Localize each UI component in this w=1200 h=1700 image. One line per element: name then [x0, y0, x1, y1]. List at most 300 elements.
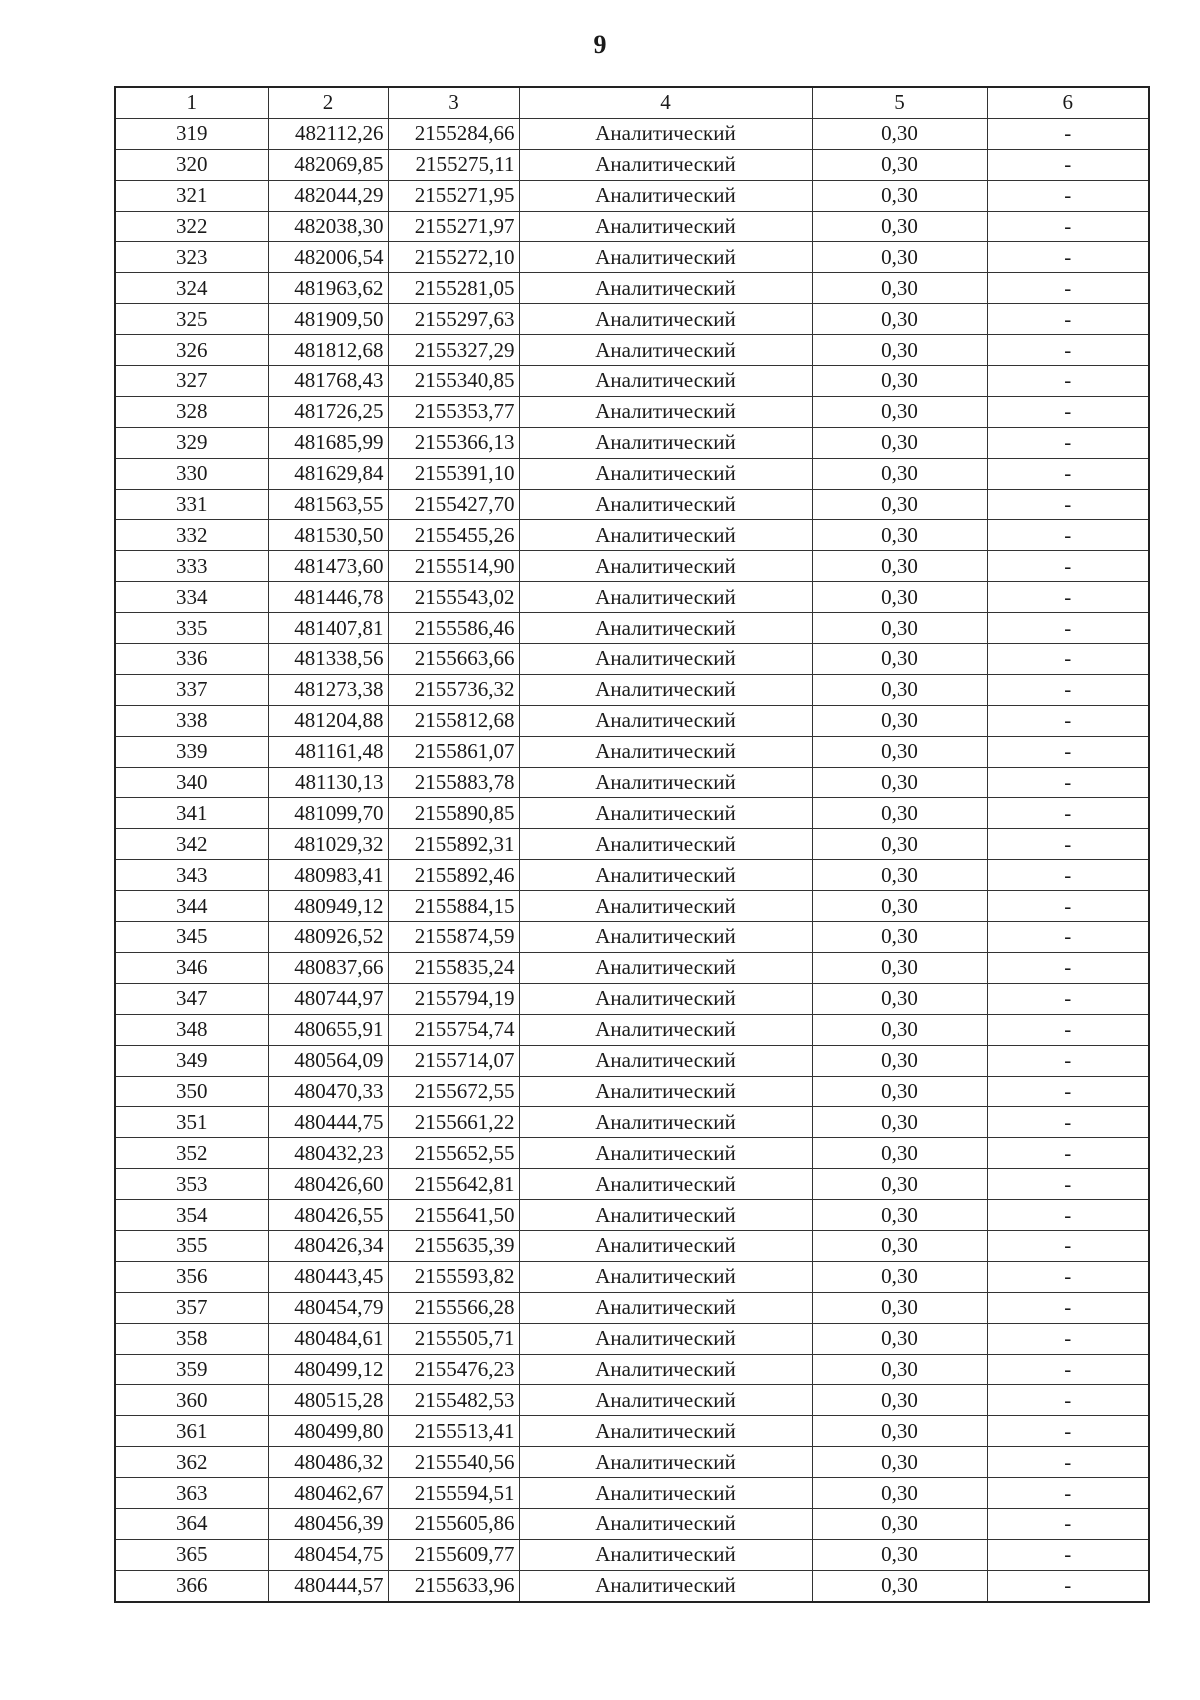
- note-cell: -: [987, 458, 1149, 489]
- y-coordinate-cell: 2155427,70: [388, 489, 519, 520]
- y-coordinate-cell: 2155890,85: [388, 798, 519, 829]
- method-cell: Аналитический: [519, 458, 812, 489]
- method-cell: Аналитический: [519, 674, 812, 705]
- accuracy-cell: 0,30: [812, 674, 987, 705]
- method-cell: Аналитический: [519, 1076, 812, 1107]
- point-number-cell: 348: [115, 1014, 268, 1045]
- accuracy-cell: 0,30: [812, 983, 987, 1014]
- point-number-cell: 321: [115, 180, 268, 211]
- point-number-cell: 349: [115, 1045, 268, 1076]
- y-coordinate-cell: 2155513,41: [388, 1416, 519, 1447]
- method-cell: Аналитический: [519, 1200, 812, 1231]
- point-number-cell: 336: [115, 644, 268, 675]
- method-cell: Аналитический: [519, 118, 812, 149]
- table-row: [115, 613, 1149, 644]
- table-row: [115, 829, 1149, 860]
- note-cell: -: [987, 427, 1149, 458]
- point-number-cell: 323: [115, 242, 268, 273]
- x-coordinate-cell: 481768,43: [268, 366, 388, 397]
- table-row: [115, 396, 1149, 427]
- note-cell: -: [987, 1045, 1149, 1076]
- y-coordinate-cell: 2155672,55: [388, 1076, 519, 1107]
- method-cell: Аналитический: [519, 736, 812, 767]
- table-row: [115, 1107, 1149, 1138]
- note-cell: -: [987, 674, 1149, 705]
- x-coordinate-cell: 482044,29: [268, 180, 388, 211]
- y-coordinate-cell: 2155736,32: [388, 674, 519, 705]
- table-row: [115, 1416, 1149, 1447]
- y-coordinate-cell: 2155505,71: [388, 1323, 519, 1354]
- method-cell: Аналитический: [519, 1323, 812, 1354]
- method-cell: Аналитический: [519, 705, 812, 736]
- note-cell: -: [987, 1508, 1149, 1539]
- point-number-cell: 353: [115, 1169, 268, 1200]
- point-number-cell: 341: [115, 798, 268, 829]
- method-cell: Аналитический: [519, 1014, 812, 1045]
- point-number-cell: 343: [115, 860, 268, 891]
- coordinates-table: [114, 86, 1150, 1603]
- x-coordinate-cell: 480744,97: [268, 983, 388, 1014]
- y-coordinate-cell: 2155835,24: [388, 952, 519, 983]
- point-number-cell: 359: [115, 1354, 268, 1385]
- x-coordinate-cell: 480462,67: [268, 1478, 388, 1509]
- y-coordinate-cell: 2155340,85: [388, 366, 519, 397]
- method-cell: Аналитический: [519, 1261, 812, 1292]
- x-coordinate-cell: 480444,75: [268, 1107, 388, 1138]
- table-row: [115, 273, 1149, 304]
- accuracy-cell: 0,30: [812, 1261, 987, 1292]
- accuracy-cell: 0,30: [812, 860, 987, 891]
- accuracy-cell: 0,30: [812, 551, 987, 582]
- y-coordinate-cell: 2155642,81: [388, 1169, 519, 1200]
- x-coordinate-cell: 480426,55: [268, 1200, 388, 1231]
- x-coordinate-cell: 480499,80: [268, 1416, 388, 1447]
- table-row: [115, 1447, 1149, 1478]
- accuracy-cell: 0,30: [812, 582, 987, 613]
- point-number-cell: 339: [115, 736, 268, 767]
- x-coordinate-cell: 482112,26: [268, 118, 388, 149]
- x-coordinate-cell: 480983,41: [268, 860, 388, 891]
- point-number-cell: 365: [115, 1539, 268, 1570]
- x-coordinate-cell: 481407,81: [268, 613, 388, 644]
- y-coordinate-cell: 2155714,07: [388, 1045, 519, 1076]
- method-cell: Аналитический: [519, 1354, 812, 1385]
- table-row: [115, 304, 1149, 335]
- method-cell: Аналитический: [519, 983, 812, 1014]
- accuracy-cell: 0,30: [812, 242, 987, 273]
- table-body: [115, 118, 1149, 1601]
- method-cell: Аналитический: [519, 396, 812, 427]
- method-cell: Аналитический: [519, 1107, 812, 1138]
- x-coordinate-cell: 481204,88: [268, 705, 388, 736]
- point-number-cell: 360: [115, 1385, 268, 1416]
- y-coordinate-cell: 2155281,05: [388, 273, 519, 304]
- note-cell: -: [987, 118, 1149, 149]
- x-coordinate-cell: 481685,99: [268, 427, 388, 458]
- note-cell: -: [987, 891, 1149, 922]
- accuracy-cell: 0,30: [812, 1570, 987, 1601]
- point-number-cell: 356: [115, 1261, 268, 1292]
- note-cell: -: [987, 798, 1149, 829]
- x-coordinate-cell: 481099,70: [268, 798, 388, 829]
- method-cell: Аналитический: [519, 1416, 812, 1447]
- point-number-cell: 337: [115, 674, 268, 705]
- y-coordinate-cell: 2155271,95: [388, 180, 519, 211]
- method-cell: Аналитический: [519, 489, 812, 520]
- column-header: 4: [519, 87, 812, 118]
- point-number-cell: 324: [115, 273, 268, 304]
- column-header: 2: [268, 87, 388, 118]
- table-row: [115, 983, 1149, 1014]
- point-number-cell: 347: [115, 983, 268, 1014]
- y-coordinate-cell: 2155476,23: [388, 1354, 519, 1385]
- point-number-cell: 330: [115, 458, 268, 489]
- note-cell: -: [987, 1138, 1149, 1169]
- x-coordinate-cell: 482038,30: [268, 211, 388, 242]
- method-cell: Аналитический: [519, 520, 812, 551]
- method-cell: Аналитический: [519, 180, 812, 211]
- method-cell: Аналитический: [519, 922, 812, 953]
- note-cell: -: [987, 304, 1149, 335]
- note-cell: -: [987, 705, 1149, 736]
- method-cell: Аналитический: [519, 952, 812, 983]
- y-coordinate-cell: 2155275,11: [388, 149, 519, 180]
- point-number-cell: 340: [115, 767, 268, 798]
- y-coordinate-cell: 2155874,59: [388, 922, 519, 953]
- point-number-cell: 345: [115, 922, 268, 953]
- x-coordinate-cell: 481629,84: [268, 458, 388, 489]
- point-number-cell: 355: [115, 1230, 268, 1261]
- note-cell: -: [987, 396, 1149, 427]
- accuracy-cell: 0,30: [812, 1416, 987, 1447]
- accuracy-cell: 0,30: [812, 1200, 987, 1231]
- x-coordinate-cell: 481530,50: [268, 520, 388, 551]
- point-number-cell: 333: [115, 551, 268, 582]
- accuracy-cell: 0,30: [812, 458, 987, 489]
- y-coordinate-cell: 2155884,15: [388, 891, 519, 922]
- accuracy-cell: 0,30: [812, 613, 987, 644]
- accuracy-cell: 0,30: [812, 180, 987, 211]
- accuracy-cell: 0,30: [812, 1478, 987, 1509]
- table-row: [115, 551, 1149, 582]
- table-row: [115, 211, 1149, 242]
- accuracy-cell: 0,30: [812, 736, 987, 767]
- point-number-cell: 350: [115, 1076, 268, 1107]
- table-row: [115, 458, 1149, 489]
- x-coordinate-cell: 480655,91: [268, 1014, 388, 1045]
- y-coordinate-cell: 2155540,56: [388, 1447, 519, 1478]
- x-coordinate-cell: 480456,39: [268, 1508, 388, 1539]
- method-cell: Аналитический: [519, 211, 812, 242]
- column-header: 5: [812, 87, 987, 118]
- accuracy-cell: 0,30: [812, 798, 987, 829]
- table-row: [115, 736, 1149, 767]
- note-cell: -: [987, 180, 1149, 211]
- note-cell: -: [987, 1323, 1149, 1354]
- x-coordinate-cell: 480454,75: [268, 1539, 388, 1570]
- y-coordinate-cell: 2155794,19: [388, 983, 519, 1014]
- x-coordinate-cell: 481273,38: [268, 674, 388, 705]
- accuracy-cell: 0,30: [812, 1292, 987, 1323]
- accuracy-cell: 0,30: [812, 273, 987, 304]
- point-number-cell: 351: [115, 1107, 268, 1138]
- point-number-cell: 352: [115, 1138, 268, 1169]
- note-cell: -: [987, 1478, 1149, 1509]
- note-cell: -: [987, 1200, 1149, 1231]
- y-coordinate-cell: 2155327,29: [388, 335, 519, 366]
- y-coordinate-cell: 2155633,96: [388, 1570, 519, 1601]
- column-header: 6: [987, 87, 1149, 118]
- method-cell: Аналитический: [519, 427, 812, 458]
- x-coordinate-cell: 480444,57: [268, 1570, 388, 1601]
- accuracy-cell: 0,30: [812, 489, 987, 520]
- table-row: [115, 149, 1149, 180]
- x-coordinate-cell: 482069,85: [268, 149, 388, 180]
- method-cell: Аналитический: [519, 829, 812, 860]
- method-cell: Аналитический: [519, 1447, 812, 1478]
- method-cell: Аналитический: [519, 273, 812, 304]
- point-number-cell: 361: [115, 1416, 268, 1447]
- note-cell: -: [987, 1385, 1149, 1416]
- x-coordinate-cell: 480470,33: [268, 1076, 388, 1107]
- accuracy-cell: 0,30: [812, 304, 987, 335]
- accuracy-cell: 0,30: [812, 1354, 987, 1385]
- note-cell: -: [987, 1292, 1149, 1323]
- method-cell: Аналитический: [519, 891, 812, 922]
- x-coordinate-cell: 481563,55: [268, 489, 388, 520]
- y-coordinate-cell: 2155455,26: [388, 520, 519, 551]
- accuracy-cell: 0,30: [812, 1138, 987, 1169]
- y-coordinate-cell: 2155594,51: [388, 1478, 519, 1509]
- accuracy-cell: 0,30: [812, 427, 987, 458]
- y-coordinate-cell: 2155652,55: [388, 1138, 519, 1169]
- accuracy-cell: 0,30: [812, 118, 987, 149]
- x-coordinate-cell: 480432,23: [268, 1138, 388, 1169]
- point-number-cell: 354: [115, 1200, 268, 1231]
- note-cell: -: [987, 1447, 1149, 1478]
- y-coordinate-cell: 2155391,10: [388, 458, 519, 489]
- method-cell: Аналитический: [519, 366, 812, 397]
- y-coordinate-cell: 2155892,46: [388, 860, 519, 891]
- page-number: 9: [593, 30, 607, 59]
- accuracy-cell: 0,30: [812, 149, 987, 180]
- note-cell: -: [987, 149, 1149, 180]
- accuracy-cell: 0,30: [812, 396, 987, 427]
- method-cell: Аналитический: [519, 149, 812, 180]
- method-cell: Аналитический: [519, 1478, 812, 1509]
- x-coordinate-cell: 481909,50: [268, 304, 388, 335]
- method-cell: Аналитический: [519, 335, 812, 366]
- x-coordinate-cell: 481161,48: [268, 736, 388, 767]
- note-cell: -: [987, 582, 1149, 613]
- note-cell: -: [987, 211, 1149, 242]
- table-row: [115, 1200, 1149, 1231]
- y-coordinate-cell: 2155605,86: [388, 1508, 519, 1539]
- accuracy-cell: 0,30: [812, 1539, 987, 1570]
- note-cell: -: [987, 1076, 1149, 1107]
- table-row: [115, 582, 1149, 613]
- table-row: [115, 1138, 1149, 1169]
- accuracy-cell: 0,30: [812, 1045, 987, 1076]
- y-coordinate-cell: 2155543,02: [388, 582, 519, 613]
- note-cell: -: [987, 520, 1149, 551]
- accuracy-cell: 0,30: [812, 767, 987, 798]
- point-number-cell: 329: [115, 427, 268, 458]
- method-cell: Аналитический: [519, 798, 812, 829]
- table-header-row: [115, 87, 1149, 118]
- table-row: [115, 891, 1149, 922]
- y-coordinate-cell: 2155661,22: [388, 1107, 519, 1138]
- y-coordinate-cell: 2155609,77: [388, 1539, 519, 1570]
- table-row: [115, 1478, 1149, 1509]
- accuracy-cell: 0,30: [812, 1508, 987, 1539]
- y-coordinate-cell: 2155754,74: [388, 1014, 519, 1045]
- point-number-cell: 357: [115, 1292, 268, 1323]
- table-row: [115, 1230, 1149, 1261]
- x-coordinate-cell: 480926,52: [268, 922, 388, 953]
- table-row: [115, 1354, 1149, 1385]
- method-cell: Аналитический: [519, 1539, 812, 1570]
- accuracy-cell: 0,30: [812, 829, 987, 860]
- table-row: [115, 1570, 1149, 1601]
- x-coordinate-cell: 480486,32: [268, 1447, 388, 1478]
- method-cell: Аналитический: [519, 1292, 812, 1323]
- x-coordinate-cell: 481812,68: [268, 335, 388, 366]
- accuracy-cell: 0,30: [812, 705, 987, 736]
- point-number-cell: 331: [115, 489, 268, 520]
- point-number-cell: 326: [115, 335, 268, 366]
- y-coordinate-cell: 2155892,31: [388, 829, 519, 860]
- point-number-cell: 325: [115, 304, 268, 335]
- table-row: [115, 335, 1149, 366]
- note-cell: -: [987, 273, 1149, 304]
- accuracy-cell: 0,30: [812, 1230, 987, 1261]
- y-coordinate-cell: 2155353,77: [388, 396, 519, 427]
- note-cell: -: [987, 1539, 1149, 1570]
- table-row: [115, 1292, 1149, 1323]
- note-cell: -: [987, 644, 1149, 675]
- note-cell: -: [987, 1261, 1149, 1292]
- x-coordinate-cell: 480426,60: [268, 1169, 388, 1200]
- x-coordinate-cell: 480454,79: [268, 1292, 388, 1323]
- y-coordinate-cell: 2155566,28: [388, 1292, 519, 1323]
- y-coordinate-cell: 2155812,68: [388, 705, 519, 736]
- table-row: [115, 1539, 1149, 1570]
- method-cell: Аналитический: [519, 1045, 812, 1076]
- x-coordinate-cell: 481963,62: [268, 273, 388, 304]
- note-cell: -: [987, 922, 1149, 953]
- table-row: [115, 1014, 1149, 1045]
- y-coordinate-cell: 2155482,53: [388, 1385, 519, 1416]
- method-cell: Аналитический: [519, 767, 812, 798]
- point-number-cell: 335: [115, 613, 268, 644]
- accuracy-cell: 0,30: [812, 1169, 987, 1200]
- table-row: [115, 1385, 1149, 1416]
- x-coordinate-cell: 481338,56: [268, 644, 388, 675]
- x-coordinate-cell: 481726,25: [268, 396, 388, 427]
- y-coordinate-cell: 2155861,07: [388, 736, 519, 767]
- method-cell: Аналитический: [519, 1230, 812, 1261]
- method-cell: Аналитический: [519, 582, 812, 613]
- table-row: [115, 952, 1149, 983]
- point-number-cell: 366: [115, 1570, 268, 1601]
- note-cell: -: [987, 242, 1149, 273]
- note-cell: -: [987, 1354, 1149, 1385]
- x-coordinate-cell: 480443,45: [268, 1261, 388, 1292]
- table-row: [115, 922, 1149, 953]
- point-number-cell: 320: [115, 149, 268, 180]
- accuracy-cell: 0,30: [812, 211, 987, 242]
- accuracy-cell: 0,30: [812, 644, 987, 675]
- accuracy-cell: 0,30: [812, 335, 987, 366]
- table-row: [115, 798, 1149, 829]
- note-cell: -: [987, 952, 1149, 983]
- accuracy-cell: 0,30: [812, 1447, 987, 1478]
- accuracy-cell: 0,30: [812, 1323, 987, 1354]
- y-coordinate-cell: 2155272,10: [388, 242, 519, 273]
- y-coordinate-cell: 2155663,66: [388, 644, 519, 675]
- method-cell: Аналитический: [519, 613, 812, 644]
- method-cell: Аналитический: [519, 860, 812, 891]
- table-row: [115, 1045, 1149, 1076]
- x-coordinate-cell: 480564,09: [268, 1045, 388, 1076]
- table-row: [115, 767, 1149, 798]
- note-cell: -: [987, 1014, 1149, 1045]
- point-number-cell: 342: [115, 829, 268, 860]
- point-number-cell: 344: [115, 891, 268, 922]
- method-cell: Аналитический: [519, 304, 812, 335]
- method-cell: Аналитический: [519, 644, 812, 675]
- table-row: [115, 705, 1149, 736]
- x-coordinate-cell: 480484,61: [268, 1323, 388, 1354]
- note-cell: -: [987, 489, 1149, 520]
- accuracy-cell: 0,30: [812, 922, 987, 953]
- x-coordinate-cell: 481473,60: [268, 551, 388, 582]
- y-coordinate-cell: 2155586,46: [388, 613, 519, 644]
- table-row: [115, 860, 1149, 891]
- x-coordinate-cell: 480515,28: [268, 1385, 388, 1416]
- method-cell: Аналитический: [519, 242, 812, 273]
- accuracy-cell: 0,30: [812, 1014, 987, 1045]
- method-cell: Аналитический: [519, 1138, 812, 1169]
- point-number-cell: 319: [115, 118, 268, 149]
- accuracy-cell: 0,30: [812, 1076, 987, 1107]
- point-number-cell: 338: [115, 705, 268, 736]
- y-coordinate-cell: 2155883,78: [388, 767, 519, 798]
- y-coordinate-cell: 2155514,90: [388, 551, 519, 582]
- note-cell: -: [987, 1230, 1149, 1261]
- method-cell: Аналитический: [519, 551, 812, 582]
- point-number-cell: 332: [115, 520, 268, 551]
- method-cell: Аналитический: [519, 1570, 812, 1601]
- point-number-cell: 328: [115, 396, 268, 427]
- note-cell: -: [987, 829, 1149, 860]
- point-number-cell: 327: [115, 366, 268, 397]
- x-coordinate-cell: 480426,34: [268, 1230, 388, 1261]
- x-coordinate-cell: 482006,54: [268, 242, 388, 273]
- table-row: [115, 520, 1149, 551]
- table-row: [115, 489, 1149, 520]
- accuracy-cell: 0,30: [812, 520, 987, 551]
- table-row: [115, 1261, 1149, 1292]
- method-cell: Аналитический: [519, 1385, 812, 1416]
- x-coordinate-cell: 480837,66: [268, 952, 388, 983]
- y-coordinate-cell: 2155271,97: [388, 211, 519, 242]
- y-coordinate-cell: 2155284,66: [388, 118, 519, 149]
- table-row: [115, 1508, 1149, 1539]
- note-cell: -: [987, 366, 1149, 397]
- y-coordinate-cell: 2155593,82: [388, 1261, 519, 1292]
